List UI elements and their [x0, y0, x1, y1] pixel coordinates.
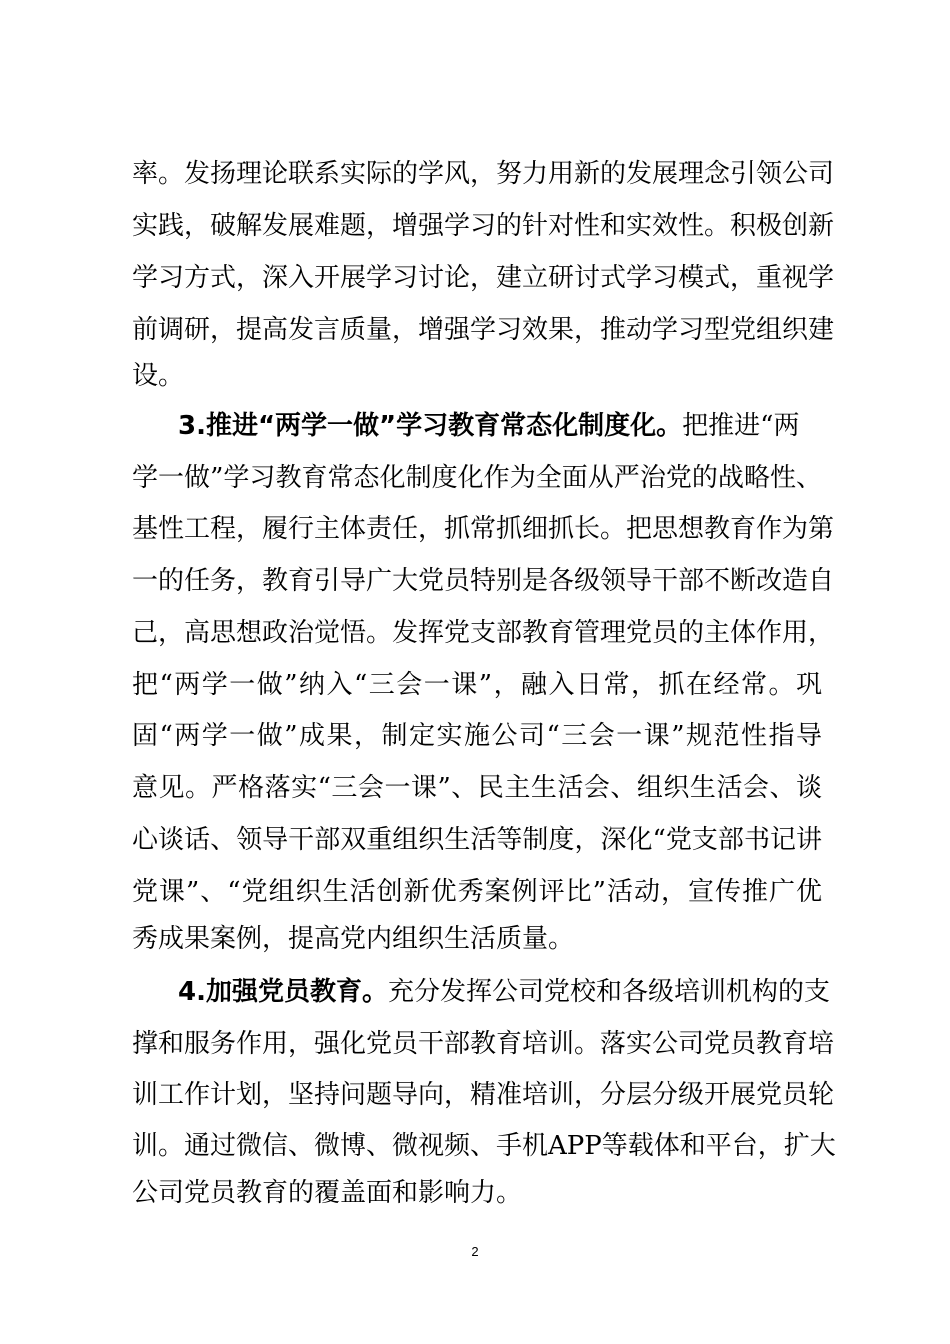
- paragraph-1-line-4: 前调研，提高发言质量，增强学习效果，推动学习型党组织建: [132, 315, 835, 345]
- paragraph-3-line-4: 训。通过微信、微博、微视频、手机APP等载体和平台，扩大: [132, 1131, 836, 1161]
- paragraph-3-heading: 4.加强党员教育。: [178, 977, 388, 1007]
- paragraph-2-line-4: 一的任务，教育引导广大党员特别是各级领导干部不断改造自: [132, 566, 835, 596]
- paragraph-2-line-3: 基性工程，履行主体责任，抓常抓细抓长。把思想教育作为第: [132, 514, 835, 544]
- paragraph-2-heading: 3.推进“两学一做”学习教育常态化制度化。: [178, 411, 683, 441]
- paragraph-3-first-line-text: 充分发挥公司党校和各级培训机构的支: [387, 977, 830, 1007]
- paragraph-1-line-3: 学习方式，深入开展学习讨论，建立研讨式学习模式，重视学: [132, 263, 835, 293]
- page-number: 2: [471, 1244, 479, 1259]
- paragraph-3-first-line: [178, 966, 830, 1018]
- paragraph-2-line-2: 学一做”学习教育常态化制度化作为全面从严治党的战略性、: [132, 463, 822, 493]
- paragraph-2-line-5: 己，高思想政治觉悟。发挥党支部教育管理党员的主体作用，: [132, 618, 835, 648]
- paragraph-2-first-line: [178, 400, 822, 452]
- paragraph-1-line-1: 率。发扬理论联系实际的学风，努力用新的发展理念引领公司: [132, 159, 835, 189]
- paragraph-2-line-6: 把“两学一做”纳入“三会一课”，融入日常，抓在经常。巩: [132, 670, 822, 700]
- paragraph-2-line-11: 秀成果案例，提高党内组织生活质量。: [132, 924, 575, 954]
- paragraph-3-line-5: 公司党员教育的覆盖面和影响力。: [132, 1178, 523, 1208]
- paragraph-2-line-8: 意见。严格落实“三会一课”、民主生活会、组织生活会、谈: [132, 773, 822, 803]
- paragraph-2-line-9: 心谈话、领导干部双重组织生活等制度，深化“党支部书记讲: [132, 825, 822, 855]
- paragraph-2-line-7: 固“两学一做”成果，制定实施公司“三会一课”规范性指导: [132, 721, 822, 751]
- paragraph-3-line-3: 训工作计划，坚持问题导向，精准培训，分层分级开展党员轮: [132, 1080, 835, 1110]
- paragraph-3-line-2: 撑和服务作用，强化党员干部教育培训。落实公司党员教育培: [132, 1029, 835, 1059]
- paragraph-1-line-5: 设。: [132, 361, 185, 391]
- paragraph-1-line-2: 实践，破解发展难题，增强学习的针对性和实效性。积极创新: [132, 211, 835, 241]
- paragraph-2-first-line-text: 把推进“两: [682, 411, 800, 441]
- paragraph-2-line-10: 党课”、“党组织生活创新优秀案例评比”活动，宣传推广优: [132, 877, 822, 907]
